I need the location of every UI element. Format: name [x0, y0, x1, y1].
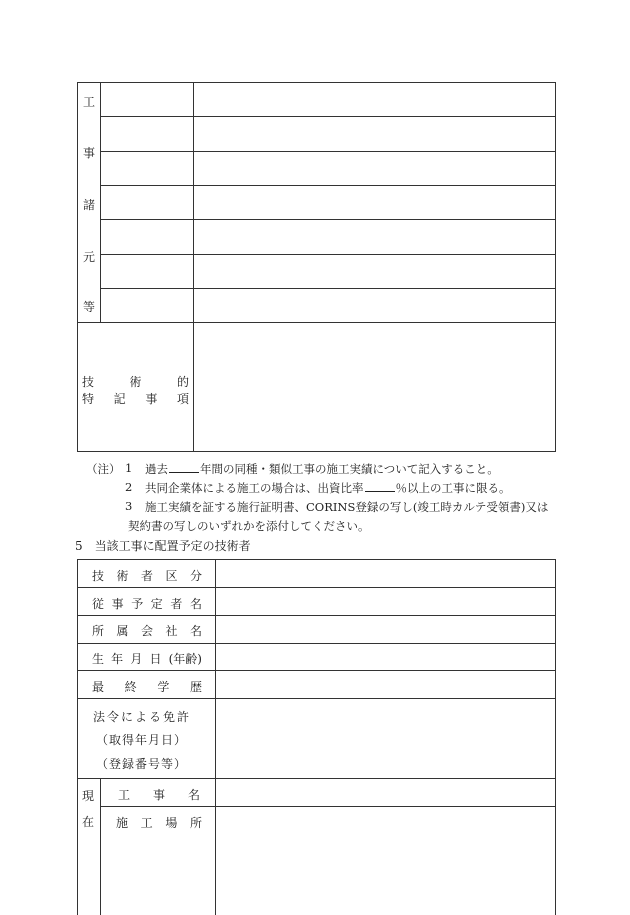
- note-number: 3: [125, 499, 133, 513]
- note-3: 施工実績を証する施行証明書、CORINS登録の写し(竣工時カルテ受領書)又は: [145, 500, 549, 514]
- note-3-continued: 契約書の写しのいずれかを添付してください。: [128, 519, 370, 533]
- row-label-company: 所 属 会 社 名: [92, 624, 202, 638]
- blank-ratio: [365, 481, 395, 492]
- row-label-birthdate: 生 年 月 日 (年齢): [92, 652, 202, 666]
- row-label-current-site: 施 工 場 所: [116, 816, 202, 830]
- row-label-current-project: 工 事 名: [118, 788, 200, 802]
- note-number: 2: [125, 480, 133, 494]
- row-label-license: 法令による免許: [93, 710, 192, 724]
- spec-label-char: 工: [83, 95, 96, 109]
- blank-years: [169, 462, 199, 473]
- note-number: 1: [125, 461, 133, 475]
- row-label-license-date: （取得年月日）: [96, 733, 188, 747]
- spec-label-char: 諸: [83, 198, 96, 212]
- row-label-education: 最 終 学 歴: [92, 680, 202, 694]
- current-label-char: 在: [82, 815, 95, 829]
- note-1: 過去 年間の同種・類似工事の施工実績について記入すること。: [145, 462, 499, 476]
- notes-heading: （注）: [86, 462, 121, 476]
- section-5-title: 5 当該工事に配置予定の技術者: [75, 539, 251, 553]
- spec-label-char: 元: [83, 250, 96, 264]
- technical-notes-label-line1: 技 術 的: [82, 375, 189, 389]
- note-2: 共同企業体による施工の場合は、出資比率 ％以上の工事に限る。: [145, 481, 511, 495]
- row-label-engineer-category: 技 術 者 区 分: [92, 569, 202, 583]
- spec-label-char: 事: [83, 146, 96, 160]
- technical-notes-label-line2: 特 記 事 項: [82, 392, 189, 406]
- row-label-assigned-person: 従 事 予 定 者 名: [92, 597, 202, 611]
- spec-label-char: 等: [83, 300, 96, 314]
- row-label-license-number: （登録番号等）: [96, 757, 188, 771]
- current-label-char: 現: [82, 789, 95, 803]
